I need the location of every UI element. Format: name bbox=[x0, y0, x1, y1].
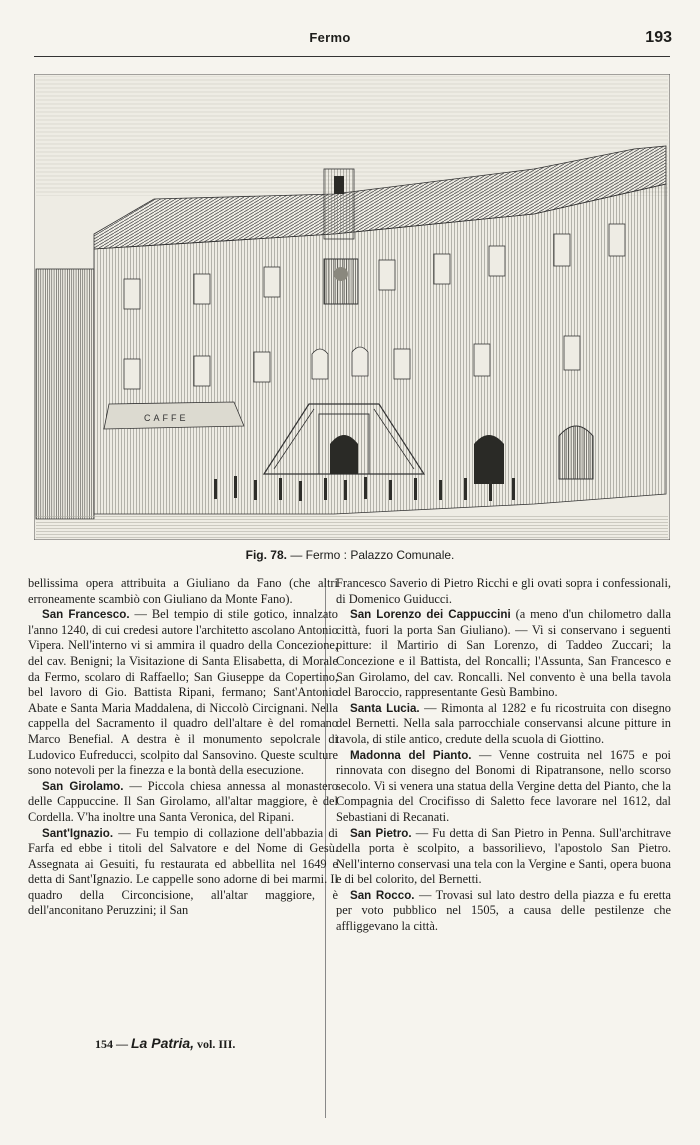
entry-heading: San Lorenzo dei Cappuccini bbox=[350, 608, 511, 622]
footer-publication-title: La Patria, bbox=[131, 1035, 195, 1051]
running-header-title: Fermo bbox=[309, 30, 351, 45]
paragraph bbox=[336, 888, 671, 935]
entry-heading: Sant'Ignazio. bbox=[42, 826, 114, 840]
entry-heading: San Rocco. bbox=[350, 888, 415, 902]
entry-heading: San Girolamo. bbox=[42, 779, 124, 793]
entry-heading: San Pietro. bbox=[350, 826, 412, 840]
paragraph-text: — Piccola chiesa annessa al monastero delle Cappuccine. Il San Girolamo, all'altar maggiore, è del Cordella. V'ha inoltre una Santa Veronica, del Ripani. bbox=[28, 778, 338, 824]
figure-caption-text: — Fermo : Palazzo Comunale. bbox=[290, 548, 455, 562]
paragraph bbox=[336, 701, 671, 748]
figure-caption bbox=[0, 548, 700, 562]
entry-heading: Madonna del Pianto. bbox=[350, 748, 472, 762]
engraving-palazzo-comunale bbox=[34, 74, 670, 540]
paragraph-text: — Fu tempio di collazione dell'abbazia di Farfa ed ebbe i titoli del Salvatore e del Nome di Gesù. Assegnata ai Gesuiti, fu restaurata ed abbellita nel 1649 e detta di Sant'Ignazio. Le cappelle sono adorne di bei marmi. Il quadro della Circoncisione, all'altar maggiore, è dell'anconitano Peruzzini; il San bbox=[28, 825, 338, 918]
left-column bbox=[28, 576, 338, 919]
paragraph-text: — Bel tempio di stile gotico, innalzato l'anno 1240, di cui credesi autore l'architetto ascolano Antonio Vipera. Nell'interno vi si ammira il quadro della Concezione, del cav. Benigni; la Visitazione di Santa Elisabetta, di Morale da Fermo, scolaro di Raffaello; San Giuseppe da Copertino, bel lavoro di Gio. Battista Ripani, fermano; Sant'Antonio Abate e Santa Maria Maddalena, di Niccolò Circignani. Nella cappella del Sacramento il quadro dell'altare è del romano Marco Benefial. A destra è il monumento sepolcrale di Ludovico Eufreducci, scolpito dal Sansovino. Queste sculture sono notevoli per la finezza e la bontà della esecuzione. bbox=[28, 607, 338, 778]
paragraph bbox=[28, 779, 338, 826]
cafe-sign-text: CAFFE bbox=[144, 413, 189, 423]
paragraph-text: Francesco Saverio di Pietro Ricchi e gli ovati sopra i confessionali, di Domenico Guiducci. bbox=[336, 576, 671, 606]
paragraph bbox=[336, 748, 671, 826]
paragraph bbox=[336, 576, 671, 607]
right-column bbox=[336, 576, 671, 935]
header-rule bbox=[34, 56, 670, 57]
footer-sheet-number: 154 — bbox=[95, 1037, 131, 1051]
footer-volume: vol. III. bbox=[194, 1037, 236, 1051]
page-number: 193 bbox=[645, 29, 672, 46]
paragraph bbox=[336, 826, 671, 888]
paragraph-text: bellissima opera attribuita a Giuliano da Fano (che altri erroneamente scambiò con Giuliano da Monte Fano). bbox=[28, 576, 338, 606]
entry-heading: San Francesco. bbox=[42, 608, 130, 622]
figure-number: Fig. 78. bbox=[245, 548, 287, 562]
paragraph-text: — Venne costruita nel 1675 e poi rinnovata con disegno del Bonomi di Ripatransone, nello scorso secolo. Vi si venera una statua della Vergine detta del Pianto, che la Compagnia del Crocifisso di Saletto fece lavorare nel 1612, dal Sebastiani di Recanati. bbox=[336, 747, 671, 824]
paragraph bbox=[28, 826, 338, 920]
paragraph-text: — Trovasi sul lato destro della piazza e fu eretta per voto pubblico nel 1505, a causa delle pestilenze che affliggevano la città. bbox=[336, 887, 671, 934]
footer-signature bbox=[95, 1035, 235, 1052]
paragraph-text: (a meno d'un chilometro dalla città, fuori la porta San Giuliano). — Vi si conservano i seguenti pitture: il Martirio di San Lorenzo, di Taddeo Zuccari; la Concezione e il Battista, del Roncalli; l'Assunta, San Francesco e San Girolamo, del cav. Roncalli. Nel convento è una bella tavola del Baroccio, rappresentante Gesù Bambino. bbox=[336, 607, 672, 700]
paragraph-text: — Fu detta di San Pietro in Penna. Sull'architrave della porta è scolpito, a bassorilievo, l'apostolo San Pietro. Nell'interno conservasi una tela con la Vergine e Santi, opera buona e di bel colorito, del Bernetti. bbox=[336, 825, 671, 887]
paragraph-text: — Rimonta al 1282 e fu ricostruita con disegno del Bernetti. Nella sala parrocchiale conservansi alcune pitture in tavola, di stile antico, credute della scuola di Giottino. bbox=[336, 700, 671, 746]
paragraph bbox=[28, 576, 338, 607]
entry-heading: Santa Lucia. bbox=[350, 701, 420, 715]
paragraph bbox=[28, 607, 338, 779]
paragraph bbox=[336, 607, 671, 701]
